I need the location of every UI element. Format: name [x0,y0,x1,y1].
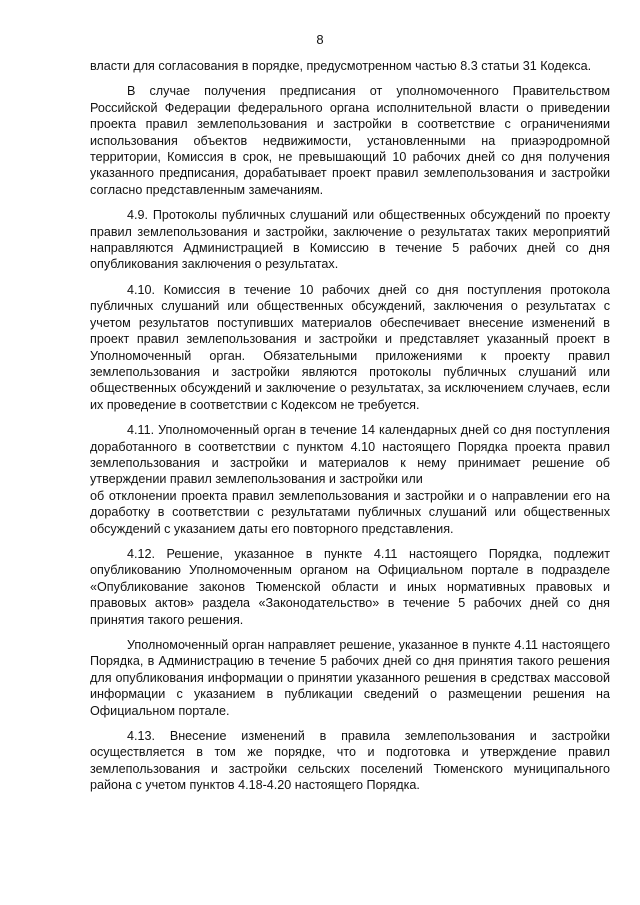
page-number: 8 [316,32,324,47]
paragraph-4-12-notification: Уполномоченный орган направляет решение, указанное в пункте 4.11 настоящего Порядка, в Администрацию в течение 5 рабочих дней со дня принятия такого решения для опубликования информации о принятии указанного решения в средствах массовой информации с указанием в публикации сведений о размещении решения на Официальном портале. [90,638,610,718]
paragraph-continuation: власти для согласования в порядке, предусмотренном частью 8.3 статьи 31 Кодекса. [90,59,592,73]
document-body [90,58,610,803]
paragraph-4-9: 4.9. Протоколы публичных слушаний или общественных обсуждений по проекту правил землепользования и застройки, заключение о результатах таких мероприятий направляются Администрацией в Комиссию в течение 5 рабочих дней со дня опубликования заключения о результатах. [90,208,610,272]
paragraph-4-13: 4.13. Внесение изменений в правила землепользования и застройки осуществляется в том же порядке, что и подготовка и утверждение правил землепользования и застройки сельских поселений Тюменского муниципального района с учетом пунктов 4.18-4.20 настоящего Порядка. [90,729,610,793]
paragraph-4-10: 4.10. Комиссия в течение 10 рабочих дней со дня поступления протокола публичных слушаний или общественных обсуждений, заключения о результатах с учетом результатов поступивших материалов обеспечивает внесение изменений в проект правил землепользования и застройки и представляет указанный проект в Уполномоченный орган. Обязательными приложениями к проекту правил землепользования и застройки являются протоколы публичных слушаний или общественных обсуждений и заключение о результатах, за исключением случаев, если их проведение в соответствии с Кодексом не требуется. [90,282,610,412]
paragraph-prescription: В случае получения предписания от уполномоченного Правительством Российской Федерации федерального органа исполнительной власти о приведении проекта правил землепользования и застройки в соответствие с ограничениями использования объектов недвижимости, установленными на приаэродромной территории, Комиссия в срок, не превышающий 10 рабочих дней со дня получения указанного предписания, дорабатывает проект правил землепользования и застройки согласно представленным замечаниям. [90,84,610,197]
paragraph-4-12: 4.12. Решение, указанное в пункте 4.11 настоящего Порядка, подлежит опубликованию Уполномоченным органом на Официальном портале в подразделе «Опубликование законов Тюменской области и иных нормативных правовых и правовых актов» раздела «Законодательство» в течение 5 рабочих дней со дня принятия такого решения. [90,546,610,627]
paragraph-4-11: 4.11. Уполномоченный орган в течение 14 календарных дней со дня поступления доработанного в соответствии с пунктом 4.10 настоящего Порядка проекта правил землепользования и застройки и материалов к нему принимает решение об утверждении правил землепользования и застройки или [90,423,610,487]
paragraph-4-11-continuation: об отклонении проекта правил землепользования и застройки и о направлении его на доработку в соответствии с результатами публичных слушаний или общественных обсуждений с указанием даты его повторного представления. [90,488,610,536]
